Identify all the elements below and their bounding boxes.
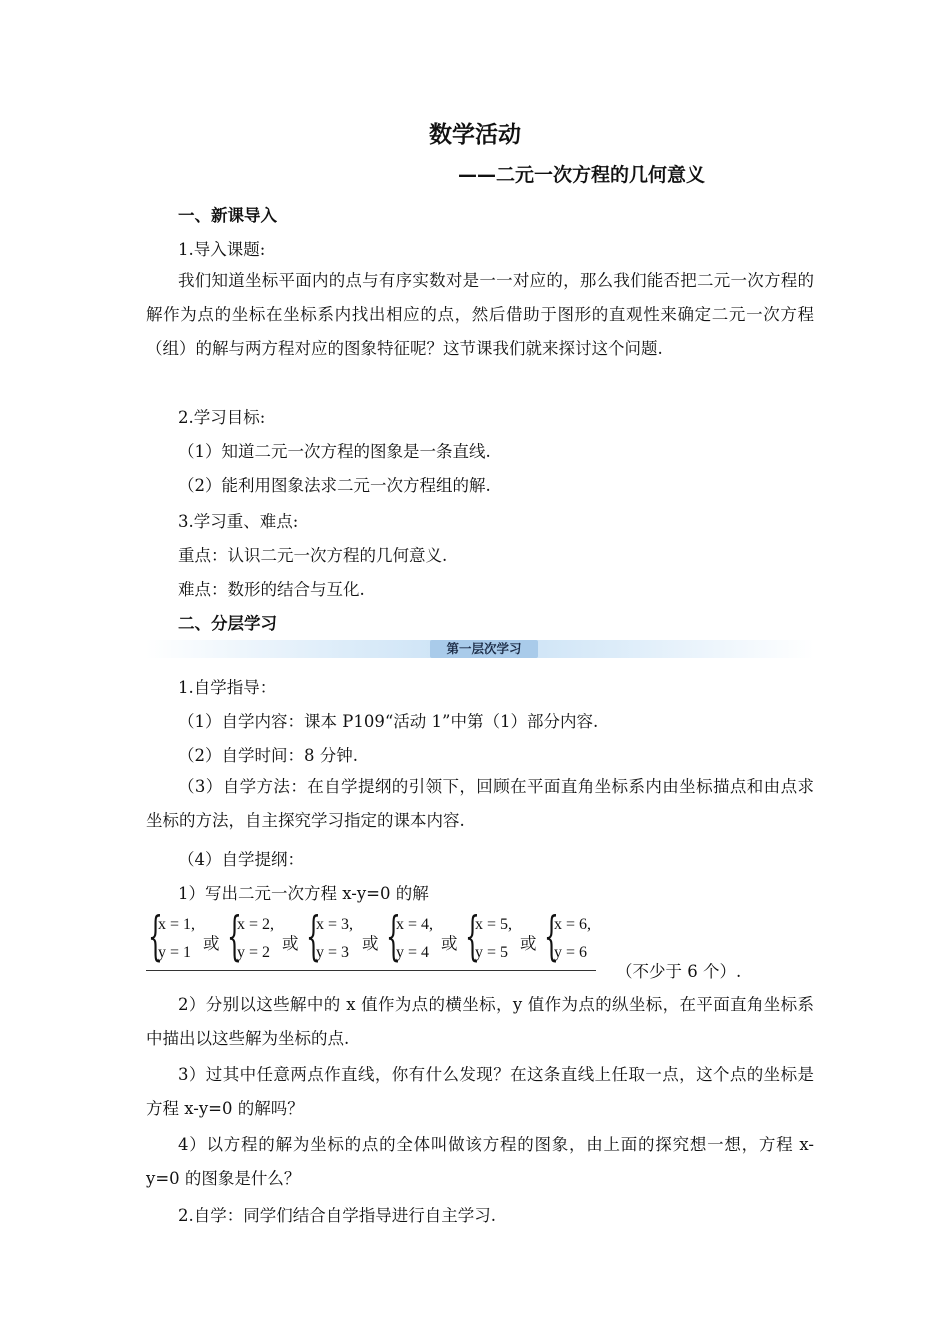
solution-y: y = 4 bbox=[396, 944, 430, 961]
solution-x: x = 3, bbox=[316, 916, 354, 933]
question-4: 4）以方程的解为坐标的点的全体叫做该方程的图象，由上面的探究想一想，方程 x-y=0 的图象是什么？ bbox=[146, 1135, 814, 1188]
solution-x: x = 5, bbox=[475, 916, 513, 933]
guide-method: （3）自学方法：在自学提纲的引领下，回顾在平面直角坐标系内由坐标描点和由点求坐标的方法，自主探究学习指定的课本内容. bbox=[146, 777, 814, 830]
brace-icon: { bbox=[306, 907, 321, 967]
level-banner-label: 第一层次学习 bbox=[430, 640, 538, 658]
brace-icon: { bbox=[386, 907, 401, 967]
difficult-point: 难点：数形的结合与互化. bbox=[178, 580, 365, 599]
guide-outline: （4）自学提纲： bbox=[178, 850, 304, 869]
question-2: 2）分别以这些解中的 x 值作为点的横坐标，y 值作为点的纵坐标，在平面直角坐标系中描出以这些解为坐标的点. bbox=[146, 995, 814, 1048]
brace-icon: { bbox=[544, 907, 559, 967]
intro-paragraph: 我们知道坐标平面内的点与有序实数对是一一对应的，那么我们能否把二元一次方程的解作为点的坐标在坐标系内找出相应的点，然后借助于图形的直观性来确定二元一次方程（组）的解与两方程对应的图象特征呢？这节课我们就来探讨这个问题. bbox=[146, 271, 814, 358]
solutions-note: （不少于 6 个）. bbox=[616, 962, 742, 981]
solution-y: y = 1 bbox=[158, 944, 192, 961]
guide-time: （2）自学时间：8 分钟. bbox=[178, 746, 358, 765]
solution-x: x = 6, bbox=[554, 916, 592, 933]
goal-2: （2）能利用图象法求二元一次方程组的解. bbox=[178, 476, 491, 495]
question-1: 1）写出二元一次方程 x-y=0 的解 bbox=[178, 884, 429, 903]
solution-x: x = 4, bbox=[396, 916, 434, 933]
or-word: 或 bbox=[282, 934, 299, 953]
solution-x: x = 1, bbox=[158, 916, 196, 933]
solution-y: y = 3 bbox=[316, 944, 350, 961]
guide-label: 1.自学指导： bbox=[178, 678, 277, 697]
self-study-note: 2.自学：同学们结合自学指导进行自主学习. bbox=[178, 1206, 496, 1225]
solution-y: y = 2 bbox=[237, 944, 271, 961]
brace-icon: { bbox=[465, 907, 480, 967]
key-point: 重点：认识二元一次方程的几何意义. bbox=[178, 546, 448, 565]
page-title: 数学活动 bbox=[429, 122, 521, 148]
question-3: 3）过其中任意两点作直线，你有什么发现？在这条直线上任取一点，这个点的坐标是方程 x-y=0 的解吗？ bbox=[146, 1065, 814, 1118]
solution-y: y = 5 bbox=[475, 944, 509, 961]
solutions-answer-line bbox=[146, 907, 596, 971]
or-word: 或 bbox=[520, 934, 537, 953]
item-goals-label: 2.学习目标: bbox=[178, 408, 266, 427]
item-keypoints-label: 3.学习重、难点: bbox=[178, 512, 299, 531]
page-subtitle: ——二元一次方程的几何意义 bbox=[458, 164, 706, 186]
item-topic-label: 1.导入课题: bbox=[178, 240, 266, 259]
solution-y: y = 6 bbox=[554, 944, 588, 961]
guide-content: （1）自学内容：课本 P109“活动 1”中第（1）部分内容. bbox=[178, 712, 599, 731]
solution-x: x = 2, bbox=[237, 916, 275, 933]
section-heading-layered: 二、分层学习 bbox=[178, 614, 277, 633]
or-word: 或 bbox=[441, 934, 458, 953]
brace-icon: { bbox=[148, 907, 163, 967]
or-word: 或 bbox=[203, 934, 220, 953]
section-heading-intro: 一、新课导入 bbox=[178, 206, 277, 225]
goal-1: （1）知道二元一次方程的图象是一条直线. bbox=[178, 442, 491, 461]
brace-icon: { bbox=[227, 907, 242, 967]
or-word: 或 bbox=[362, 934, 379, 953]
